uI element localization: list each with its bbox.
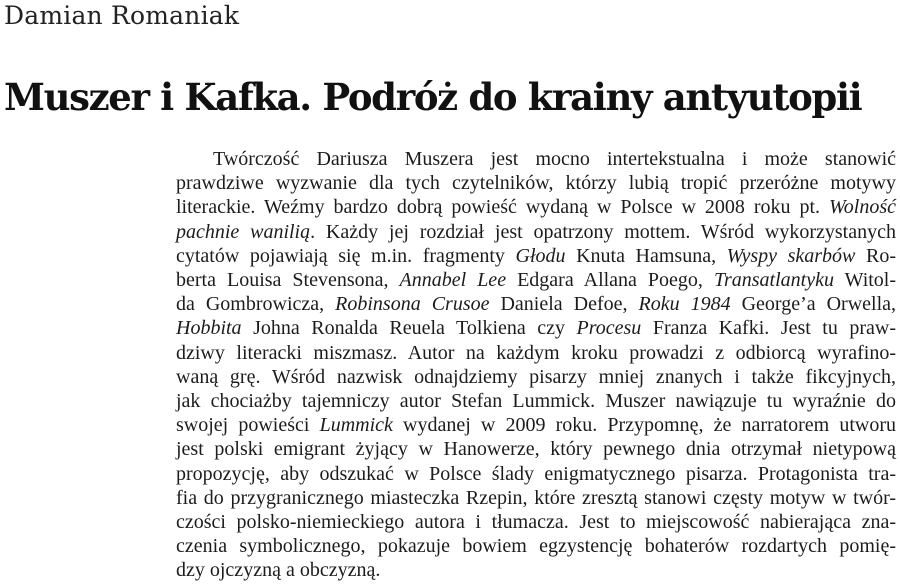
italic-title: pachnie wanilią — [176, 220, 311, 243]
body-line — [176, 147, 896, 171]
body-line — [176, 341, 896, 365]
body-line — [176, 534, 896, 558]
italic-title: Robinsona Crusoe — [335, 293, 490, 316]
body-text-segment: prawdziwe wyzwanie dla tych czytelników, którzy lubią tropić przeróżne motywy — [176, 172, 896, 195]
italic-title: Głodu — [515, 244, 566, 267]
body-line — [176, 365, 896, 389]
body-line — [176, 171, 896, 195]
body-line — [176, 510, 896, 534]
body-line — [176, 195, 896, 219]
body-text-segment: berta Louisa Stevensona, — [176, 269, 400, 292]
body-text-segment: waną grę. Wśród nazwisk odnajdziemy pisarzy mniej znanych i także fikcyjnych, — [176, 365, 896, 388]
body-text-segment: wydanej w 2009 roku. Przypomnę, że narratorem utworu — [392, 414, 897, 437]
body-text-segment: Ro- — [855, 244, 896, 267]
body-line — [176, 462, 896, 486]
body-text-segment: fia do przygranicznego miasteczka Rzepin, które zresztą stanowi częsty motyw w twór- — [176, 486, 896, 509]
body-line — [176, 437, 896, 461]
body-text-segment: jak chociażby tajemniczy autor Stefan Lummick. Muszer nawiązuje tu wyraźnie do — [176, 390, 896, 413]
body-line — [176, 220, 896, 244]
body-text-segment: Daniela Defoe, — [489, 293, 639, 316]
article-title: Muszer i Kafka. Podróż do krainy antyutopii — [4, 75, 862, 119]
italic-title: Transatlantyku — [713, 269, 834, 292]
article-body — [176, 147, 896, 583]
body-text-segment: propozycję, aby odszukać w Polsce ślady enigmatycznego pisarza. Protagonista tra- — [176, 462, 896, 485]
body-text-segment: dziwy literacki miszmasz. Autor na każdym kroku prowadzi z odbiorcą wyrafino- — [176, 341, 896, 364]
body-text-segment: Twórczość Dariusza Muszera jest mocno intertekstualna i może stanowić — [213, 148, 896, 170]
body-text-segment: Knuta Hamsuna, — [565, 244, 727, 267]
body-text-segment: swojej powieści — [176, 414, 320, 437]
italic-title: Hobbita — [176, 317, 242, 340]
italic-title: Lummick — [319, 414, 393, 437]
italic-title: Procesu — [576, 317, 642, 340]
body-text-segment: da Gombrowicza, — [176, 293, 336, 316]
body-line — [176, 389, 896, 413]
body-text-segment: czości polsko-niemieckiego autora i tłumacza. Jest to miejscowość nabierająca zna- — [176, 511, 896, 534]
body-text-segment: Franza Kafki. Jest tu praw- — [641, 317, 896, 340]
body-line — [176, 413, 896, 437]
body-text-segment: literackie. Weźmy bardzo dobrą powieść wydaną w Polsce w 2008 roku pt. — [176, 196, 829, 219]
body-text-segment: George’a Orwella, — [730, 293, 897, 316]
body-line — [176, 558, 896, 582]
italic-title: Wolność — [828, 196, 896, 219]
body-text-segment: czenia symbolicznego, pokazuje bowiem egzystencję bohaterów rozdartych pomię- — [176, 535, 896, 558]
body-text-segment: jest polski emigrant żyjący w Hanowerze, który pewnego dnia otrzymał nietypową — [176, 438, 896, 461]
italic-title: Roku 1984 — [638, 293, 731, 316]
body-line — [176, 316, 896, 340]
body-text-segment: Edgara Allana Poego, — [506, 269, 714, 292]
body-text-segment: cytatów pojawiają się m.in. fragmenty — [176, 244, 516, 267]
body-line — [176, 268, 896, 292]
body-text-segment: Johna Ronalda Reuela Tolkiena czy — [241, 317, 577, 340]
body-line — [176, 292, 896, 316]
article-author: Damian Romaniak — [4, 1, 240, 30]
italic-title: Annabel Lee — [399, 269, 507, 292]
body-text-segment: . Każdy jej rozdział jest opatrzony mottem. Wśród wykorzystanych — [310, 220, 896, 243]
body-line — [176, 486, 896, 510]
italic-title: Wyspy skarbów — [726, 244, 856, 267]
body-text-segment: Witol- — [833, 269, 897, 292]
body-line — [176, 244, 896, 268]
body-text-segment: dzy ojczyzną a obczyzną. — [176, 559, 381, 582]
